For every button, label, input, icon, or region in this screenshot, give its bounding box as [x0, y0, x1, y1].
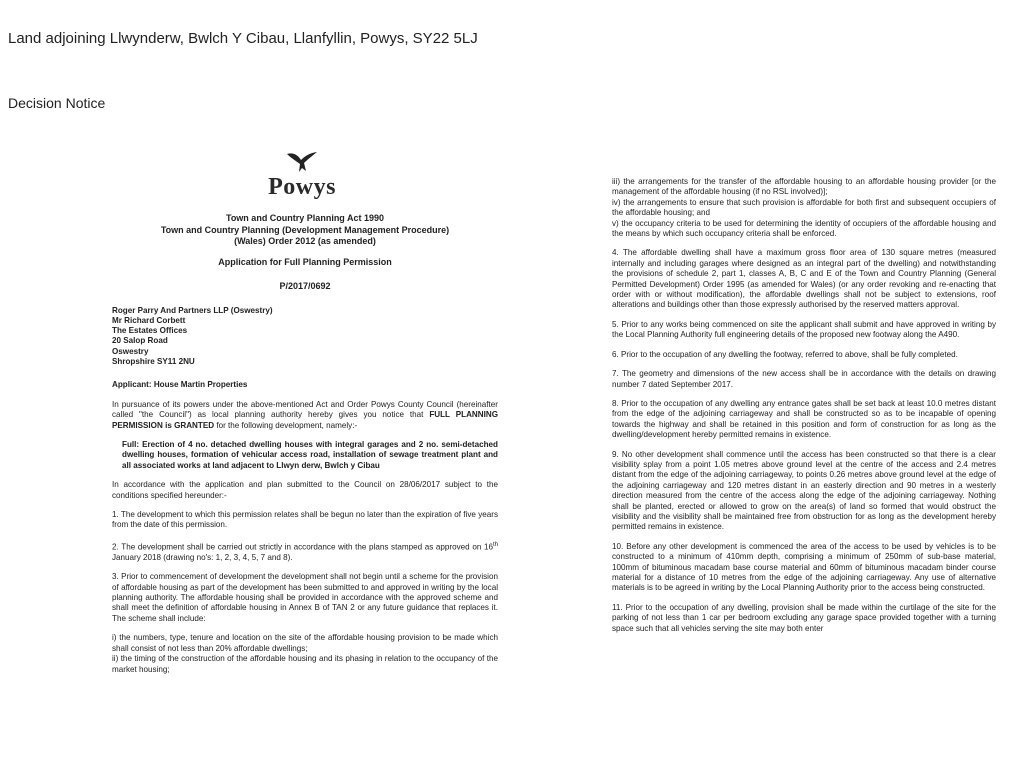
condition-5: 5. Prior to any works being commenced on site the applicant shall submit and have approved in writing by the Local Planning Authority full engineering details of the proposed new footway along the A490.: [612, 319, 996, 340]
intro-text: In pursuance of its powers under the above-mentioned Act and Order Powys County Council (hereinafter called "the Council") as local planning authority hereby gives you notice that: [112, 399, 498, 420]
condition-3-item-iv: iv) the arrangements to ensure that such provision is affordable for both first and subsequent occupiers of the affordable housing; and: [612, 197, 996, 218]
condition-3-item-iii: iii) the arrangements for the transfer of the affordable housing to an affordable housing provider [or the management of the affordable housing (if no RSL involved)];: [612, 177, 996, 197]
condition-11: 11. Prior to the occupation of any dwelling, provision shall be made within the curtilage of the site for the parking of not less than 1 car per bedroom excluding any garage space provided together with a turning space such that all vehicles serving the site may both enter: [612, 602, 996, 633]
page-subtitle: Decision Notice: [8, 95, 106, 111]
logo-wordmark: Powys: [268, 174, 336, 200]
condition-9: 9. No other development shall commence until the access has been constructed so that there is a clear visibility splay from a point 1.05 metres above ground level at the centre of the access and 2.4 metres distant from the edge of the adjoining carriageway, to points 0.26 metres above ground level at the edge of the adjoining carriageway and 120 metres distant in an easterly direction and 90 metres in a westerly direction measured from the centre of the access along the edge of the adjoining carriageway. Nothing shall be planted, erected or allowed to grow on the area(s) of land so formed that would obstruct the visibility and the visibility shall be maintained free from obstruction for as long as the development hereby permitted remains in existence.: [612, 449, 996, 532]
condition-3: 3. Prior to commencement of development the development shall not begin until a scheme for the provision of affordable housing as part of the development has been submitted to and approved in writing by the local planning authority. The affordable housing shall be provided in accordance with the approved scheme and shall meet the definition of affordable housing in Annex B of TAN 2 or any future guidance that replaces it. The scheme shall include:: [112, 572, 498, 623]
application-reference: P/2017/0692: [279, 281, 331, 291]
condition-4: 4. The affordable dwelling shall have a maximum gross floor area of 130 square metres (measured internally and including garages where designed as an integral part of the dwelling) and notwithstanding the provisions of schedule 2, part 1, classes A, B, C and E of the Town and Country Planning (General Permitted Development) Order 1995 (as amended for Wales) (or any order revoking and re-enacting that order with or without modification), the affordable dwellings shall not be subject to extensions, roof alterations and buildings other than those expressly authorised by the reserved matters approval.: [612, 248, 996, 310]
intro-text-end: for the following development, namely:-: [216, 420, 358, 430]
address-line: Oswestry: [112, 346, 149, 356]
act-line-2: Town and Country Planning (Development Management Procedure): [160, 224, 450, 235]
address-line: The Estates Offices: [112, 326, 188, 336]
intro-paragraph: [112, 400, 498, 431]
page-title: Land adjoining Llwynderw, Bwlch Y Cibau, Llanfyllin, Powys, SY22 5LJ: [8, 30, 478, 47]
accordance-paragraph: In accordance with the application and plan submitted to the Council on 28/06/2017 subject to the conditions specified hereunder:-: [112, 480, 498, 500]
condition-1: 1. The development to which this permission relates shall be begun no later than the expiration of five years from the date of this permission.: [112, 509, 498, 530]
condition-10: 10. Before any other development is commenced the area of the access to be used by vehicles is to be constructed to a minimum of 410mm depth, comprising a minimum of 250mm of sub-base material, 100mm of bituminous macadam base course material and 60mm of bituminous macadam binder course material for a distance of 10 metres from the edge of the adjoining carriageway. Any use of alternative materials is to be agreed in writing by the Local Planning Authority prior to the access being constructed.: [612, 541, 996, 593]
condition-3-item-ii: ii) the timing of the construction of the affordable housing and its phasing in relation to the occupancy of the market housing;: [112, 654, 498, 674]
address-line: 20 Salop Road: [112, 336, 168, 346]
condition-3-item-i: i) the numbers, type, tenure and location on the site of the affordable housing provision to be made which shall consist of not less than 20% affordable dwellings;: [112, 633, 498, 653]
document-page-left: [112, 150, 498, 675]
document-page-right: [612, 177, 996, 643]
condition-7: 7. The geometry and dimensions of the new access shall be in accordance with the details on drawing number 7 dated September 2017.: [612, 369, 996, 389]
address-line: Mr Richard Corbett: [112, 315, 186, 325]
condition-8: 8. Prior to the occupation of any dwelling any entrance gates shall be set back at least 10.0 metres distant from the edge of the adjoining carriageway and shall be constructed so as to be incapable of opening towards the highway and shall be retained in this position and form of construction for as long as the dwelling/development hereby permitted remains in existence.: [612, 398, 996, 440]
recipient-address: [112, 306, 498, 368]
ordinal-suffix: th: [492, 541, 498, 548]
condition-6: 6. Prior to the occupation of any dwelling the footway, referred to above, shall be fully completed.: [612, 349, 958, 359]
condition-2-text-end: January 2018 (drawing no's: 1, 2, 3, 4, 5, 7 and 8).: [112, 552, 293, 562]
condition-2: [112, 540, 498, 564]
act-line-1: Town and Country Planning Act 1990: [225, 213, 384, 223]
kite-bird-icon: [285, 150, 319, 174]
application-type: Application for Full Planning Permission: [218, 256, 392, 267]
permission-granted-text: FULL PLANNING PERMISSION is GRANTED: [112, 410, 499, 430]
powys-logo: [172, 150, 432, 200]
act-line-3: (Wales) Order 2012 (as amended): [234, 236, 376, 246]
condition-3-item-v: v) the occupancy criteria to be used for determining the identity of occupiers of the affordable housing and the means by which such occupancy criteria shall be enforced.: [612, 218, 996, 239]
applicant-line: Applicant: House Martin Properties: [112, 380, 248, 390]
address-line: Roger Parry And Partners LLP (Oswestry): [112, 305, 273, 315]
condition-2-text: 2. The development shall be carried out strictly in accordance with the plans stamped as approved on 16: [112, 542, 493, 552]
address-line: Shropshire SY11 2NU: [112, 356, 195, 366]
development-description: Full: Erection of 4 no. detached dwelling houses with integral garages and 2 no. semi-detached dwelling houses, formation of vehicular access road, installation of sewage treatment plant and all associated works at land adjacent to Llwyn derw, Bwlch y Cibau: [122, 439, 498, 470]
